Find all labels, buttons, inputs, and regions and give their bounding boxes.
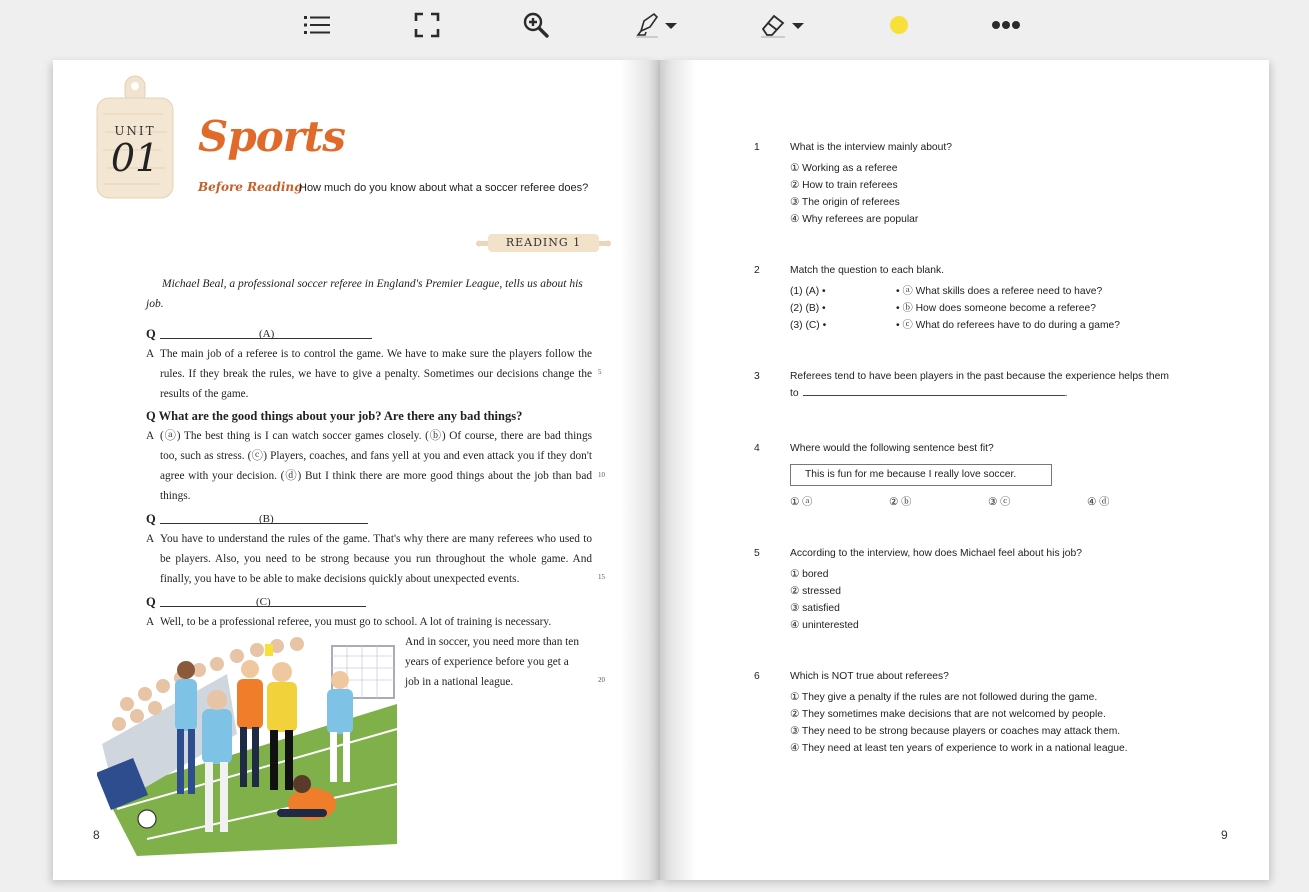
before-reading-label: Before Reading (198, 180, 303, 194)
option[interactable]: ③ They need to be strong because players or coaches may attack them. (790, 726, 1121, 737)
choice[interactable]: ③ ⓒ (988, 497, 1011, 508)
match-right-item[interactable]: • ⓒ What do referees have to do during a game? (896, 320, 1120, 331)
zoom-in-icon[interactable] (518, 8, 554, 42)
answer-text (146, 612, 592, 632)
left-page (53, 60, 660, 880)
question-stem: Referees tend to have been players in the past because the experience helps them (790, 371, 1169, 382)
question-number: 2 (754, 265, 760, 276)
option[interactable]: ③ satisfied (790, 603, 840, 614)
reader-toolbar (0, 0, 1309, 52)
right-page (660, 60, 1269, 880)
choice[interactable]: ② ⓑ (889, 497, 912, 508)
answer-paragraph: Well, to be a professional referee, you must go to school. A lot of training is necessary. (160, 616, 552, 628)
match-left-item[interactable]: (1) (A) • (790, 286, 826, 297)
question-number: 5 (754, 548, 760, 559)
question-stem: Which is NOT true about referees? (790, 671, 949, 682)
answer-paragraph: The main job of a referee is to control the game. We have to make sure the players follow the rules. If they break the rules, we have to give a penalty. Sometimes our decisions change the results of the game. (160, 348, 592, 400)
question-stem: According to the interview, how does Michael feel about his job? (790, 548, 1082, 559)
more-icon[interactable] (988, 8, 1024, 42)
fullscreen-icon[interactable] (410, 8, 444, 42)
option[interactable]: ① bored (790, 569, 829, 580)
answer-paragraph: You have to understand the rules of the game. That's why there are many referees who used to be players. Also, you need to be strong because you run throughout the whole game. And finally, you have to be able to make decisions quickly about unexpected events. (160, 533, 592, 585)
option[interactable]: ③ The origin of referees (790, 197, 900, 208)
fill-blank-input[interactable] (803, 386, 1065, 396)
question-number: 6 (754, 671, 760, 682)
reading-label: READING 1 (505, 236, 582, 249)
answer-paragraph: (ⓐ) The best thing is I can watch soccer games closely. (ⓑ) Of course, there are bad things too, such as stress. (ⓒ) Players, coaches, and fans yell at you and even attack you if they don't agree with your decision. (ⓓ) But I think there are more good things about the job than bad things. (160, 430, 592, 502)
soccer-illustration (97, 634, 402, 856)
line-number: 15 (598, 573, 605, 581)
match-left-item[interactable]: (3) (C) • (790, 320, 827, 331)
choice[interactable]: ① ⓐ (790, 497, 813, 508)
question-line (146, 509, 592, 529)
a-letter: A (146, 348, 155, 360)
a-letter: A (146, 616, 155, 628)
answer-line: And in soccer, you need more than ten (405, 636, 579, 648)
unit-title: Sports (198, 112, 345, 161)
answer-text (146, 426, 592, 506)
answer-line: job in a national league. (405, 676, 514, 688)
qa-block-4 (146, 592, 592, 632)
option[interactable]: ④ They need at least ten years of experience to work in a national league. (790, 743, 1128, 754)
question-number: 4 (754, 443, 760, 454)
page-number: 9 (1221, 828, 1228, 842)
question-number: 1 (754, 142, 760, 153)
question-text: What are the good things about your job? Are there any bad things? (158, 409, 523, 423)
answer-text (146, 529, 592, 589)
unit-label: UNIT (114, 124, 156, 138)
unit-number: 01 (110, 136, 160, 180)
highlighter-icon[interactable] (628, 8, 682, 42)
chevron-down-icon (792, 23, 804, 29)
match-right-item[interactable]: • ⓐ What skills does a referee need to have? (896, 286, 1103, 297)
question-stem: What is the interview mainly about? (790, 142, 952, 153)
eraser-icon[interactable] (754, 8, 808, 42)
question-line (146, 324, 592, 344)
continuation-text: to (790, 388, 799, 399)
fill-in-line (790, 385, 1067, 402)
question-stem: Where would the following sentence best fit? (790, 443, 994, 454)
match-right-item[interactable]: • ⓑ How does someone become a referee? (896, 303, 1096, 314)
choice[interactable]: ④ ⓓ (1087, 497, 1110, 508)
q-letter: Q (146, 595, 156, 609)
question-line (146, 592, 592, 612)
answer-continuation (405, 632, 595, 692)
unit-badge (95, 120, 175, 180)
chevron-down-icon (665, 23, 677, 29)
color-dot-icon[interactable] (882, 8, 916, 42)
qa-block-1 (146, 324, 592, 404)
q-letter: Q (146, 409, 156, 423)
option[interactable]: ② stressed (790, 586, 842, 597)
blank-tag: (B) (259, 513, 274, 525)
line-number: 5 (598, 368, 602, 376)
answer-text (146, 344, 592, 404)
spine-shadow (660, 60, 696, 880)
page-number: 8 (93, 828, 100, 842)
option[interactable]: ④ Why referees are popular (790, 214, 919, 225)
list-icon[interactable] (300, 8, 334, 42)
boxed-sentence: This is fun for me because I really love soccer. (790, 464, 1052, 486)
qa-block-3 (146, 509, 592, 589)
option[interactable]: ① They give a penalty if the rules are not followed during the game. (790, 692, 1098, 703)
line-number: 20 (598, 676, 605, 684)
spine-shadow (620, 60, 660, 880)
option[interactable]: ④ uninterested (790, 620, 859, 631)
intro-paragraph: Michael Beal, a professional soccer referee in England's Premier League, tells us about his job. (146, 278, 583, 310)
before-reading-question: How much do you know about what a soccer referee does? (299, 182, 589, 194)
a-letter: A (146, 430, 155, 442)
option[interactable]: ② They sometimes make decisions that are not welcomed by people. (790, 709, 1106, 720)
blank-tag: (A) (259, 328, 275, 340)
question-number: 3 (754, 371, 760, 382)
q-letter: Q (146, 327, 156, 341)
qa-block-2 (146, 406, 592, 506)
match-left-item[interactable]: (2) (B) • (790, 303, 826, 314)
blank-tag: (C) (256, 596, 271, 608)
option[interactable]: ② How to train referees (790, 180, 898, 191)
sentence-end: . (1064, 388, 1068, 399)
line-number: 10 (598, 471, 605, 479)
option[interactable]: ① Working as a referee (790, 163, 898, 174)
question-line (146, 406, 592, 426)
q-letter: Q (146, 512, 156, 526)
answer-line: years of experience before you get a (405, 656, 569, 668)
question-stem: Match the question to each blank. (790, 265, 944, 276)
a-letter: A (146, 533, 155, 545)
